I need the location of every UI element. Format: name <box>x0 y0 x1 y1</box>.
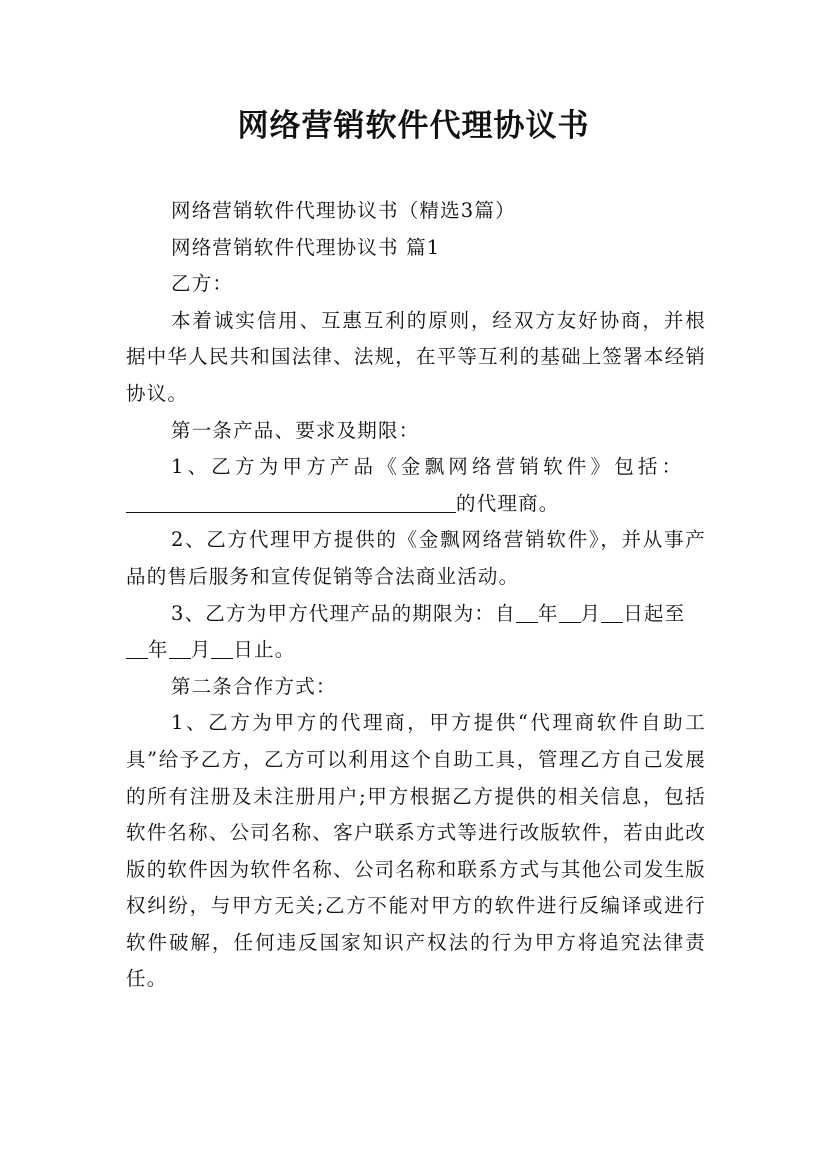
blank-end-day <box>211 640 233 659</box>
end-month-label: 月 <box>190 638 212 662</box>
blank-line <box>126 494 456 513</box>
year-label: 年 <box>537 601 559 625</box>
blank-day <box>601 604 623 623</box>
day-start-label: 日起至 <box>623 601 686 625</box>
blank-month <box>559 604 581 623</box>
collection-heading: 网络营销软件代理协议书（精选3篇） <box>171 199 516 222</box>
clause-1-1-end: 的代理商。 <box>456 491 560 515</box>
clause-1-1-continued <box>126 486 706 523</box>
end-year-label: 年 <box>148 638 169 662</box>
blank-end-month <box>169 640 191 659</box>
preamble-paragraph: 本着诚实信用、互惠互利的原则，经双方友好协商，并根据中华人民共和国法律、法规，在平等互利的基础上签署本经销协议。 <box>126 308 706 405</box>
clause-1-1 <box>126 449 706 486</box>
section-2-heading: 第二条合作方式： <box>171 674 337 698</box>
day-end-label: 日止。 <box>233 638 296 662</box>
document-body <box>126 193 706 998</box>
clause-1-2: 2、乙方代理甲方提供的《金飘网络营销软件》，并从事产品的售后服务和宣传促销等合法商业活动。 <box>126 528 706 588</box>
article-heading: 网络营销软件代理协议书 篇1 <box>171 235 441 259</box>
section-1-heading: 第一条产品、要求及期限： <box>171 418 420 442</box>
blank-year <box>516 604 538 623</box>
month-label: 月 <box>580 601 602 625</box>
clause-1-3 <box>126 596 706 669</box>
clause-2-1: 1、乙方为甲方的代理商，甲方提供“代理商软件自助工具”给予乙方，乙方可以利用这个自助工具，管理乙方自己发展的所有注册及未注册用户;甲方根据乙方提供的相关信息，包括软件名称、公司名称、客户联系方式等进行改版软件，若由此改版的软件因为软件名称、公司名称和联系方式与其他公司发生版权纠纷，与甲方无关;乙方不能对甲方的软件进行反编译或进行软件破解，任何违反国家知识产权法的行为甲方将追究法律责任。 <box>126 711 706 991</box>
clause-1-3-text: 3、乙方为甲方代理产品的期限为：自 <box>171 601 516 625</box>
party-b-label: 乙方： <box>171 272 234 296</box>
clause-1-1-text: 1、乙方为甲方产品《金飘网络营销软件》包括： <box>171 455 686 479</box>
document-title: 网络营销软件代理协议书 <box>237 108 590 144</box>
blank-end-year <box>126 640 148 659</box>
